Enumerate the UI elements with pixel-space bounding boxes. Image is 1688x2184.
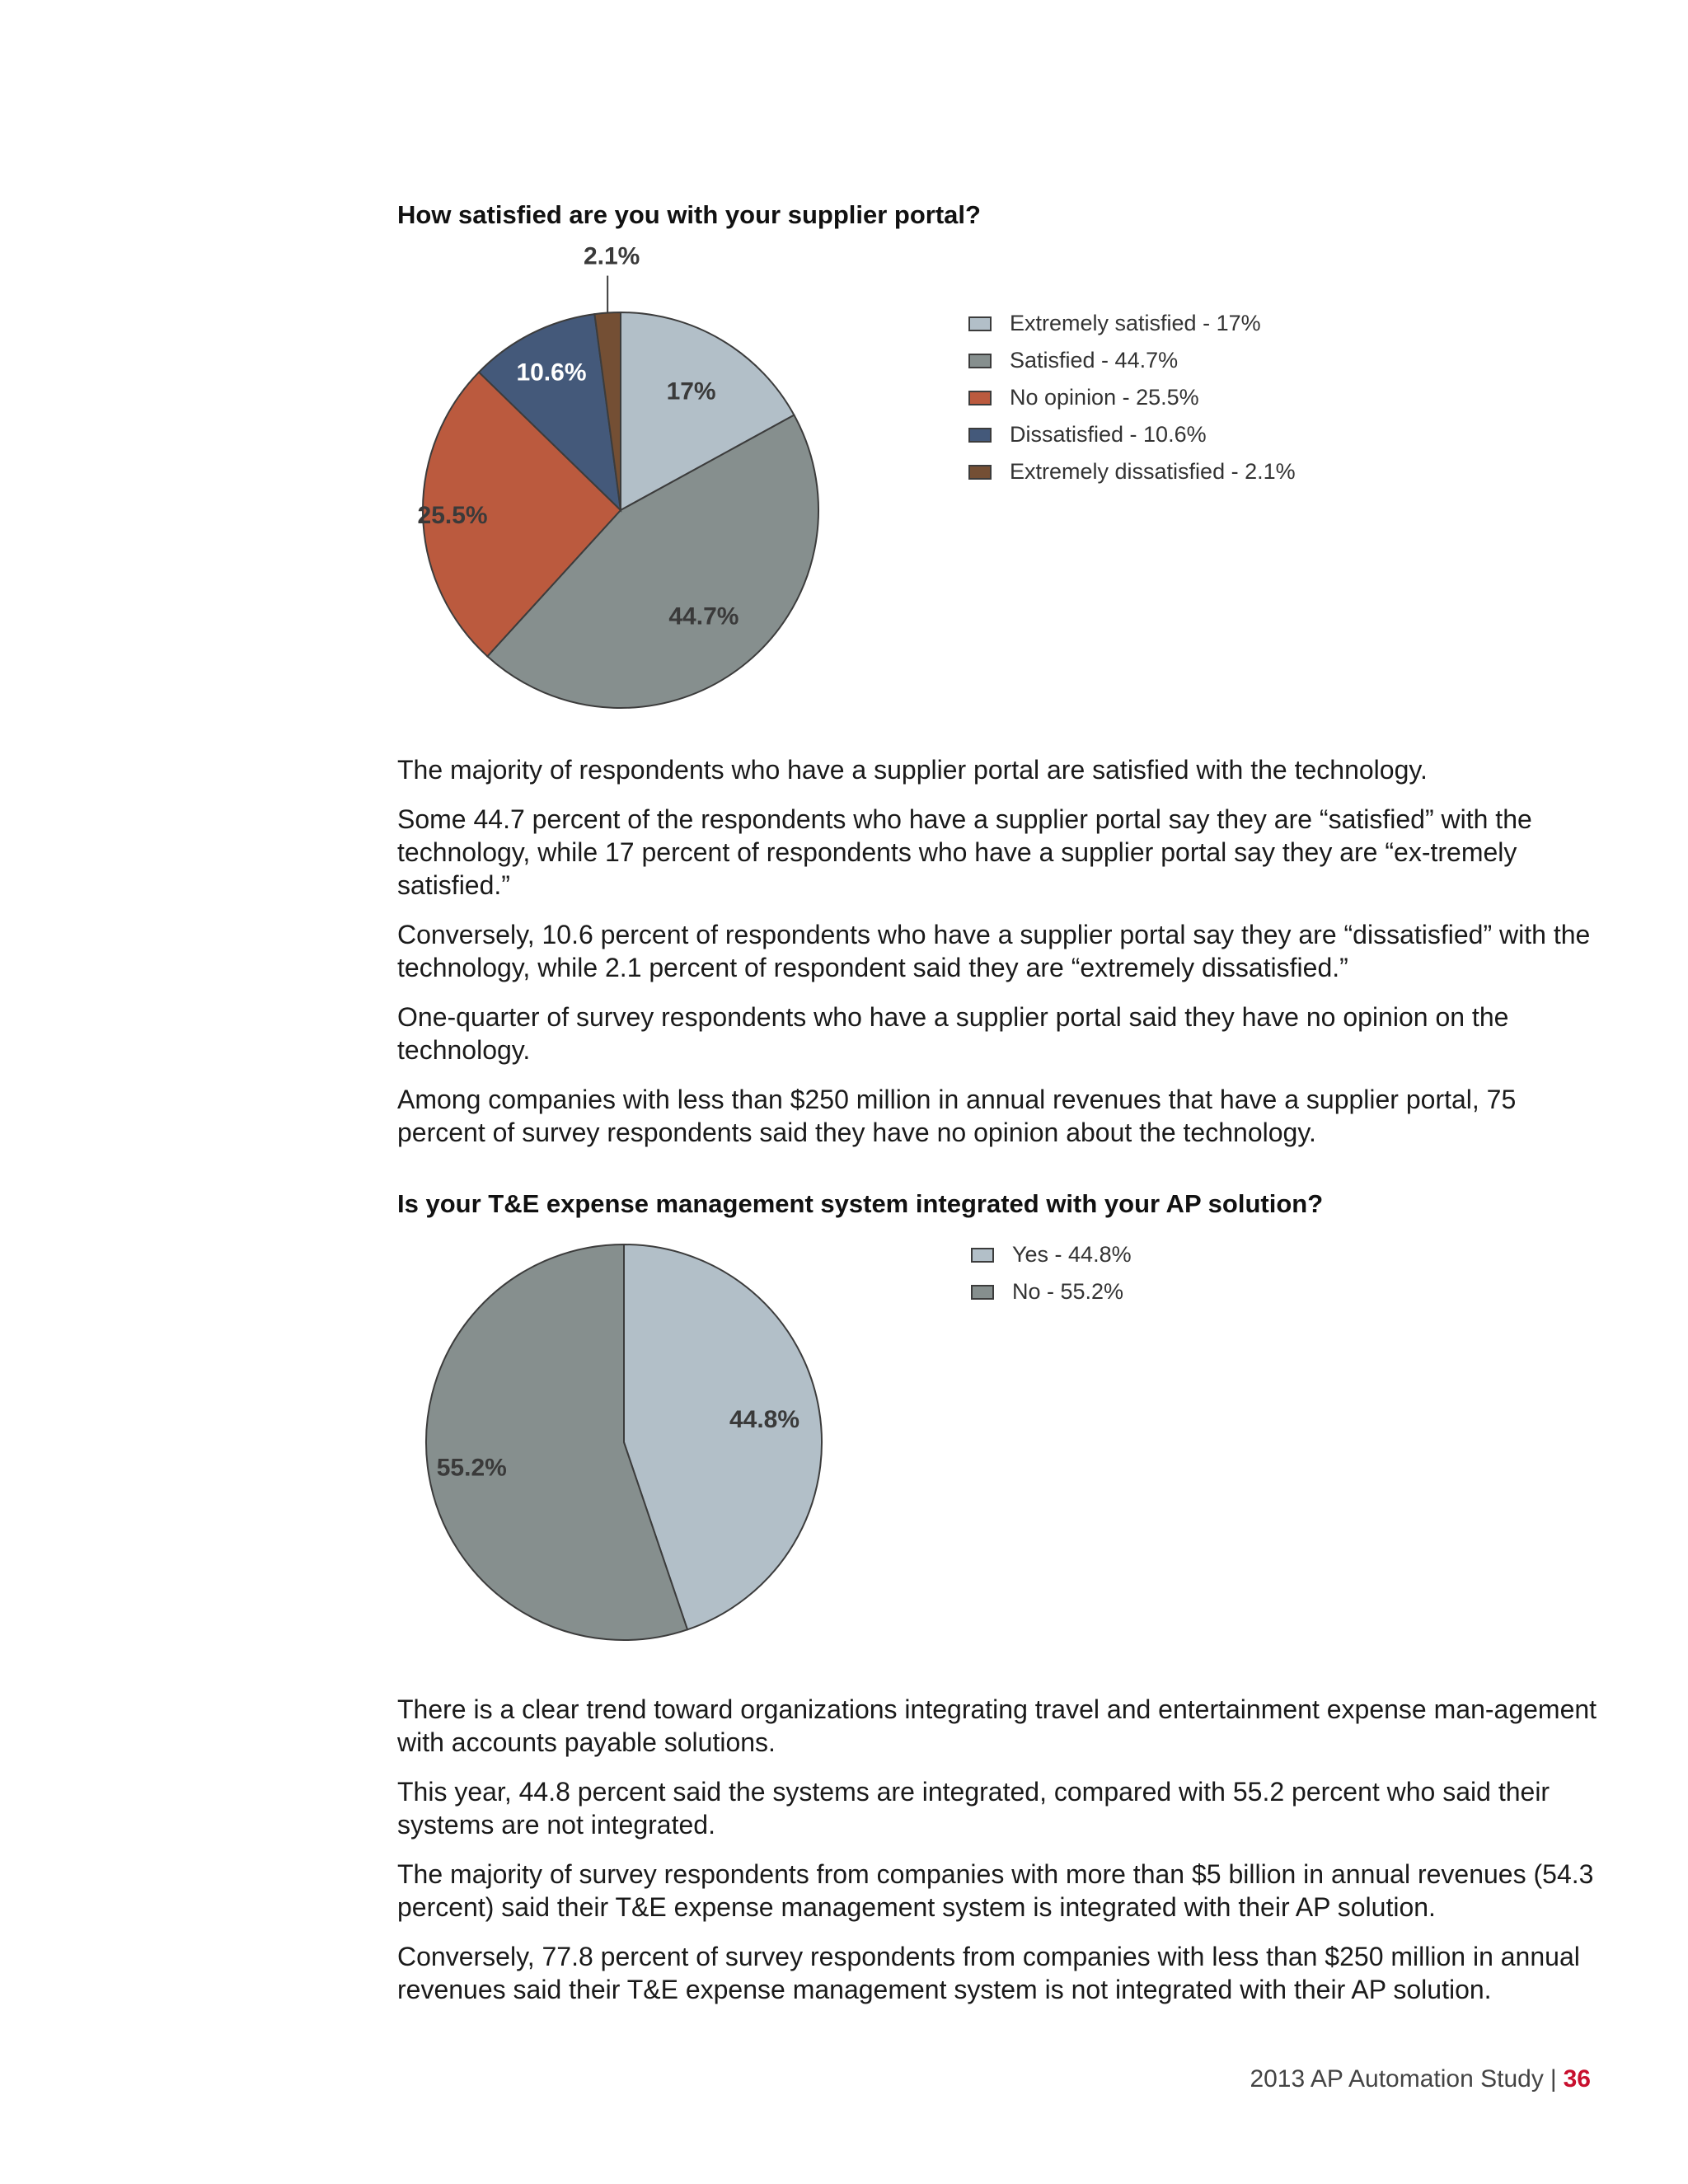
legend-item-dissatisfied: [968, 416, 1296, 453]
data-label-dissatisfied: 10.6%: [516, 359, 587, 387]
section1-paragraph-2: Some 44.7 percent of the respondents who have a supplier portal say they are “satisfied” with the technology, while 17 percent of respondents who have a supplier portal say they are “ex-tremely satisfied.”: [397, 804, 1532, 900]
legend-swatch: [968, 465, 992, 480]
legend-item-extremely-satisfied: [968, 305, 1296, 342]
legend-swatch: [968, 391, 992, 405]
legend-label: Satisfied - 44.7%: [1010, 348, 1179, 373]
page-footer: [1250, 2065, 1591, 2093]
section1-paragraph-5: Among companies with less than $250 million in annual revenues that have a supplier portal, 75 percent of survey respondents said they have no opinion about the technology.: [397, 1085, 1517, 1147]
section2-paragraph-2: This year, 44.8 percent said the systems are integrated, compared with 55.2 percent who said their systems are not integrated.: [397, 1777, 1550, 1840]
data-label-no: 55.2%: [436, 1454, 507, 1482]
legend-label: Yes - 44.8%: [1012, 1242, 1132, 1267]
legend-swatch: [971, 1285, 994, 1300]
data-label-no-opinion: 25.5%: [417, 502, 488, 530]
data-label-yes: 44.8%: [729, 1405, 800, 1433]
chart2-title: Is your T&E expense management system integrated with your AP solution?: [397, 1189, 1324, 1218]
section1-paragraph-3: Conversely, 10.6 percent of respondents who have a supplier portal say they are “dissatisfied” with the technology, while 2.1 percent of respondent said they are “extremely dissatisfied.”: [397, 920, 1591, 982]
chart1-title: How satisfied are you with your supplier portal?: [397, 200, 981, 229]
legend-label: Extremely satisfied - 17%: [1010, 311, 1261, 335]
section1-paragraph-1: The majority of respondents who have a supplier portal are satisfied with the technology.: [397, 755, 1428, 785]
chart1-legend: [968, 305, 1296, 490]
footer-separator: |: [1550, 2065, 1557, 2093]
te-integration-pie-chart: [0, 0, 907, 1690]
legend-item-no-opinion: [968, 379, 1296, 416]
legend-item-extremely-dissatisfied: [968, 453, 1296, 490]
data-label-extremely-satisfied: 17%: [666, 377, 716, 405]
chart2-legend: [971, 1236, 1132, 1310]
legend-label: No - 55.2%: [1012, 1279, 1124, 1304]
legend-label: No opinion - 25.5%: [1010, 385, 1199, 410]
section2-paragraph-4: Conversely, 77.8 percent of survey respondents from companies with less than $250 million in annual revenues said their T&E expense management system is not integrated with their AP solution.: [397, 1942, 1580, 2004]
data-label-extremely-dissatisfied: 2.1%: [583, 242, 640, 270]
legend-swatch: [968, 354, 992, 368]
legend-label: Extremely dissatisfied - 2.1%: [1010, 459, 1296, 484]
section2-text: [397, 1693, 1601, 2022]
page-number: 36: [1563, 2065, 1591, 2093]
legend-item-no: [971, 1273, 1132, 1310]
section2-paragraph-1: There is a clear trend toward organizations integrating travel and entertainment expense man-agement with accounts payable solutions.: [397, 1694, 1597, 1757]
legend-label: Dissatisfied - 10.6%: [1010, 422, 1207, 447]
section1-paragraph-4: One-quarter of survey respondents who have a supplier portal said they have no opinion on the technology.: [397, 1002, 1509, 1065]
section2-paragraph-3: The majority of survey respondents from companies with more than $5 billion in annual revenues (54.3 percent) said their T&E expense management system is integrated with their AP solution.: [397, 1859, 1594, 1922]
legend-item-satisfied: [968, 342, 1296, 379]
legend-swatch: [968, 428, 992, 443]
footer-study-title: 2013 AP Automation Study: [1250, 2065, 1544, 2093]
legend-swatch: [968, 316, 992, 331]
legend-swatch: [971, 1248, 994, 1263]
legend-item-yes: [971, 1236, 1132, 1273]
data-label-satisfied: 44.7%: [668, 602, 739, 630]
